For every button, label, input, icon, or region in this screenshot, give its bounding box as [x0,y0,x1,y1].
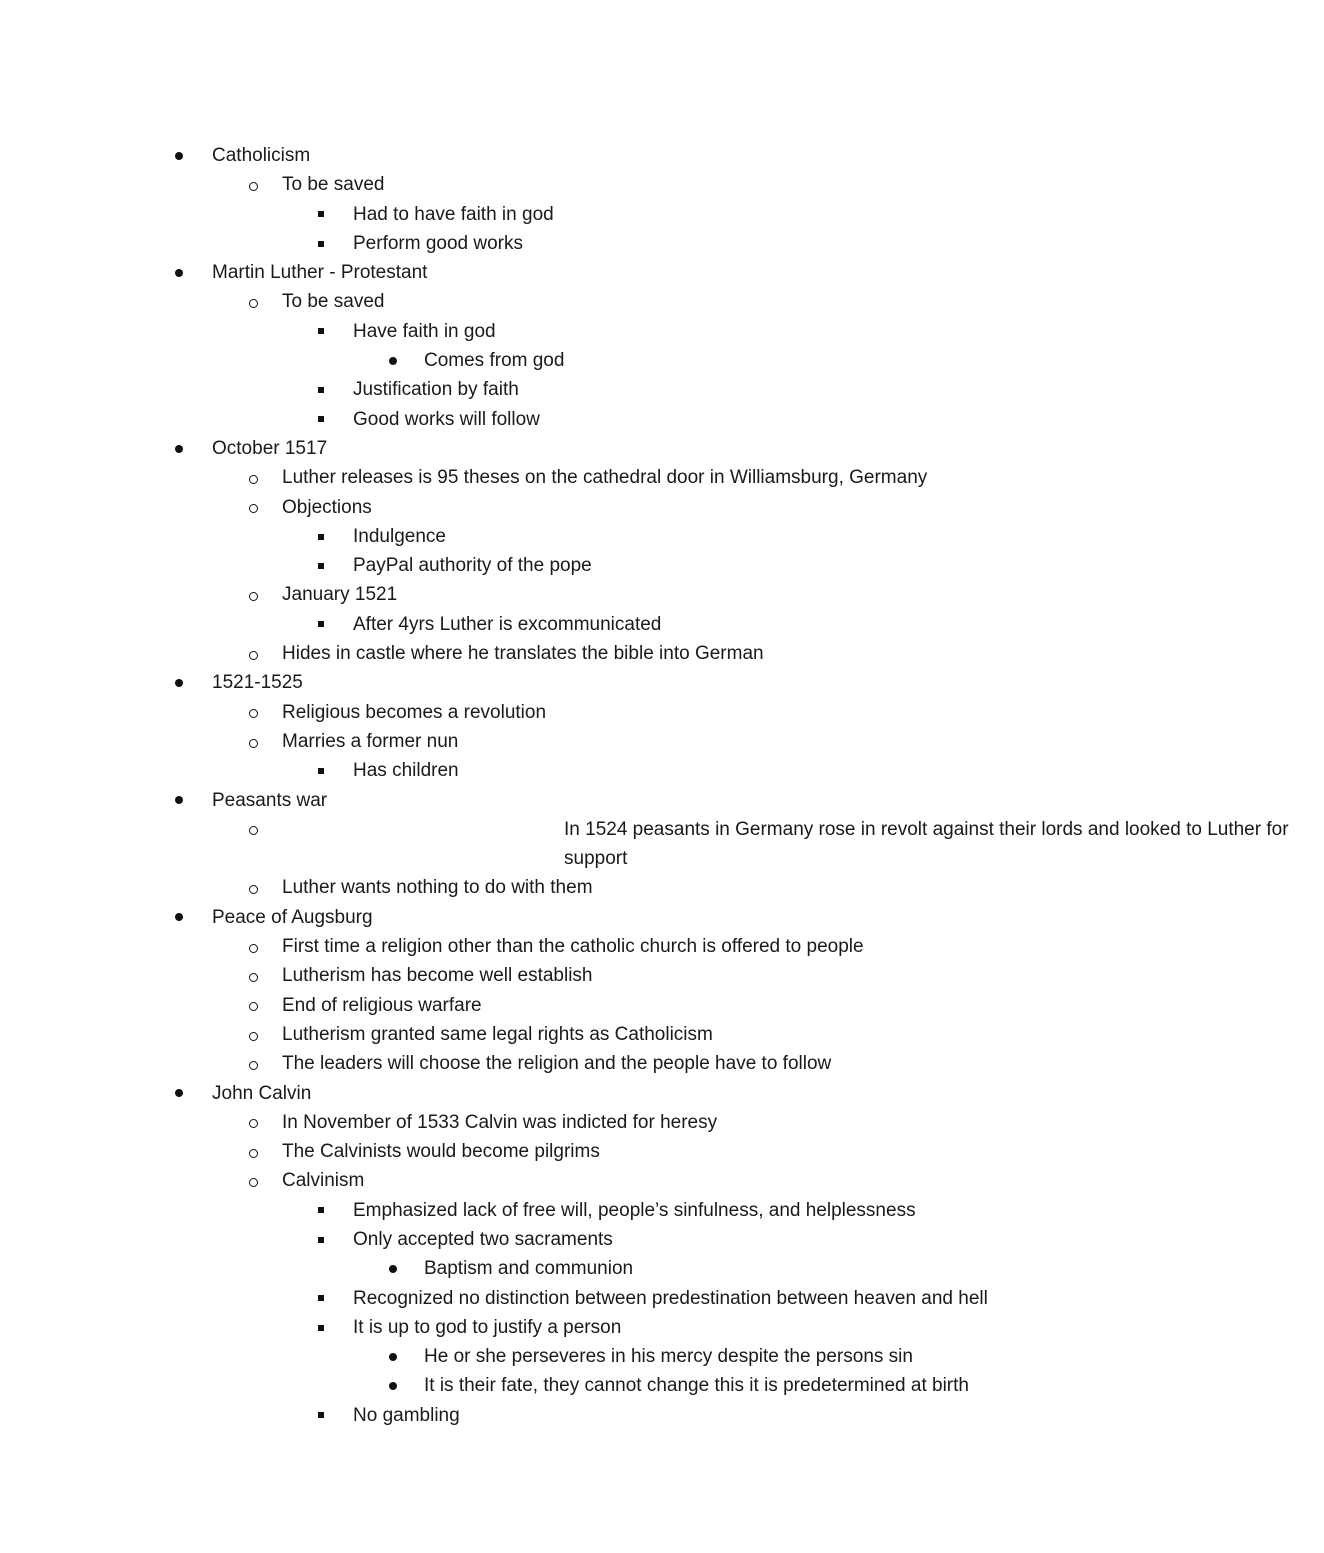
outline-item-text: Marries a former nun [282,730,459,752]
ring-bullet-icon [249,1049,258,1078]
outline-item-level-2 [0,1049,1200,1078]
dot-bullet-icon [175,1079,183,1108]
outline-item-level-3 [0,200,1200,229]
outline-item-level-2 [0,287,1200,316]
dot-bullet-icon [175,141,183,170]
square-bullet-icon [318,200,324,229]
outline-item-level-2 [0,1020,1200,1049]
outline-item-level-4 [0,1342,1200,1371]
ring-bullet-icon [249,1108,258,1137]
outline-item-level-3 [0,375,1200,404]
dot-bullet-icon [389,346,397,375]
ring-bullet-icon [249,580,258,609]
outline-item-level-3 [0,1196,1200,1225]
outline-item-text: October 1517 [212,437,328,459]
ring-bullet-icon [249,961,258,990]
outline-item-text: Luther releases is 95 theses on the cathedral door in Williamsburg, Germany [282,467,928,489]
outline-item-level-3 [0,551,1200,580]
ring-bullet-icon [249,639,258,668]
outline-item-level-2 [0,932,1200,961]
outline-item-text: In November of 1533 Calvin was indicted for heresy [282,1111,718,1133]
ring-bullet-icon [249,932,258,961]
outline-item-text: To be saved [282,291,385,313]
outline-item-level-4 [0,346,1200,375]
outline-item-level-3 [0,1313,1200,1342]
outline-item-text: Hides in castle where he translates the bible into German [282,643,764,665]
outline-item-text: Has children [353,760,459,782]
outline-item-text: Objections [282,496,372,518]
ring-bullet-icon [249,170,258,199]
dot-bullet-icon [389,1254,397,1283]
outline-item-level-3 [0,756,1200,785]
dot-bullet-icon [175,258,183,287]
outline-item-text: End of religious warfare [282,994,482,1016]
document-page [0,141,1289,1430]
square-bullet-icon [318,522,324,551]
outline-item-text: Martin Luther - Protestant [212,262,428,284]
outline-item-level-3 [0,522,1200,551]
outline-item-text: Only accepted two sacraments [353,1228,613,1250]
square-bullet-icon [318,1313,324,1342]
outline-item-level-3 [0,1401,1200,1430]
outline-item-level-1 [0,258,1200,287]
outline-item-level-3 [0,405,1200,434]
outline-item-text: Recognized no distinction between predestination between heaven and hell [353,1287,988,1309]
outline-item-text: To be saved [282,174,385,196]
square-bullet-icon [318,756,324,785]
outline-item-text: Good works will follow [353,408,540,430]
square-bullet-icon [318,610,324,639]
ring-bullet-icon [249,991,258,1020]
ring-bullet-icon [249,815,258,844]
outline-item-level-1 [0,141,1200,170]
square-bullet-icon [318,375,324,404]
outline-item-text: After 4yrs Luther is excommunicated [353,613,662,635]
outline-item-text: Peasants war [212,789,328,811]
outline-item-level-2 [0,580,1200,609]
outline-item-text: Peace of Augsburg [212,906,373,928]
outline-item-text: Emphasized lack of free will, people’s sinfulness, and helplessness [353,1199,916,1221]
outline-item-text: No gambling [353,1404,460,1426]
outline-item-text: Baptism and communion [424,1258,634,1280]
ring-bullet-icon [249,873,258,902]
outline-item-text: Perform good works [353,232,524,254]
outline-item-level-3 [0,1225,1200,1254]
outline-item-text: In 1524 peasants in Germany rose in revolt against their lords and looked to Luther for support [564,818,1289,870]
outline-item-level-3 [0,229,1200,258]
square-bullet-icon [318,1284,324,1313]
square-bullet-icon [318,317,324,346]
outline-item-text: Lutherism granted same legal rights as Catholicism [282,1023,713,1045]
outline-item-text: He or she perseveres in his mercy despite the persons sin [424,1346,913,1368]
ring-bullet-icon [249,1137,258,1166]
outline-item-text: Comes from god [424,350,565,372]
square-bullet-icon [318,405,324,434]
outline-item-level-3 [0,1284,1200,1313]
outline-item-level-2 [0,1137,1200,1166]
outline-item-text: Luther wants nothing to do with them [282,877,593,899]
dot-bullet-icon [175,903,183,932]
square-bullet-icon [318,1196,324,1225]
ring-bullet-icon [249,463,258,492]
outline-item-text: 1521-1525 [212,672,303,694]
outline-item-level-1 [0,786,1200,815]
outline-item-text: The leaders will choose the religion and the people have to follow [282,1053,832,1075]
outline-item-level-4 [0,1254,1200,1283]
outline-item-text: Justification by faith [353,379,519,401]
outline-item-text: January 1521 [282,584,398,606]
ring-bullet-icon [249,727,258,756]
outline-item-text: Religious becomes a revolution [282,701,547,723]
square-bullet-icon [318,1401,324,1430]
outline-item-text: It is up to god to justify a person [353,1316,622,1338]
ring-bullet-icon [249,698,258,727]
outline-item-text: Calvinism [282,1170,365,1192]
outline-item-text: Have faith in god [353,320,496,342]
outline-item-level-1 [0,1079,1200,1108]
outline-item-text: John Calvin [212,1082,312,1104]
outline-item-level-3 [0,317,1200,346]
square-bullet-icon [318,229,324,258]
ring-bullet-icon [249,493,258,522]
outline-item-level-3 [0,610,1200,639]
ring-bullet-icon [249,1020,258,1049]
outline-item-text: Lutherism has become well establish [282,965,593,987]
outline-item-text: The Calvinists would become pilgrims [282,1141,600,1163]
outline-item-level-2 [0,1108,1200,1137]
outline-item-text: Had to have faith in god [353,203,554,225]
outline-item-level-2 [0,639,1200,668]
ring-bullet-icon [249,287,258,316]
outline-item-level-2 [0,493,1200,522]
outline-item-level-2 [0,873,1200,902]
dot-bullet-icon [175,668,183,697]
outline-item-text: Indulgence [353,525,446,547]
outline-item-text: PayPal authority of the pope [353,555,592,577]
outline-item-level-2 [0,463,1200,492]
square-bullet-icon [318,551,324,580]
outline-item-level-2 [0,698,1200,727]
outline-item-level-2 [0,961,1200,990]
outline-item-level-1 [0,903,1200,932]
ring-bullet-icon [249,1166,258,1195]
bullet-outline [0,141,1289,1430]
outline-item-level-2 [0,815,1289,874]
dot-bullet-icon [389,1342,397,1371]
dot-bullet-icon [175,434,183,463]
outline-item-text: It is their fate, they cannot change this it is predetermined at birth [424,1375,969,1397]
outline-item-level-1 [0,434,1200,463]
outline-item-level-2 [0,170,1200,199]
outline-item-level-4 [0,1371,1200,1400]
outline-item-text: First time a religion other than the catholic church is offered to people [282,936,864,958]
outline-item-level-2 [0,1166,1200,1195]
outline-item-level-2 [0,991,1200,1020]
outline-item-text: Catholicism [212,145,311,166]
dot-bullet-icon [389,1371,397,1400]
dot-bullet-icon [175,786,183,815]
outline-item-level-2 [0,727,1200,756]
outline-item-level-1 [0,668,1200,697]
square-bullet-icon [318,1225,324,1254]
